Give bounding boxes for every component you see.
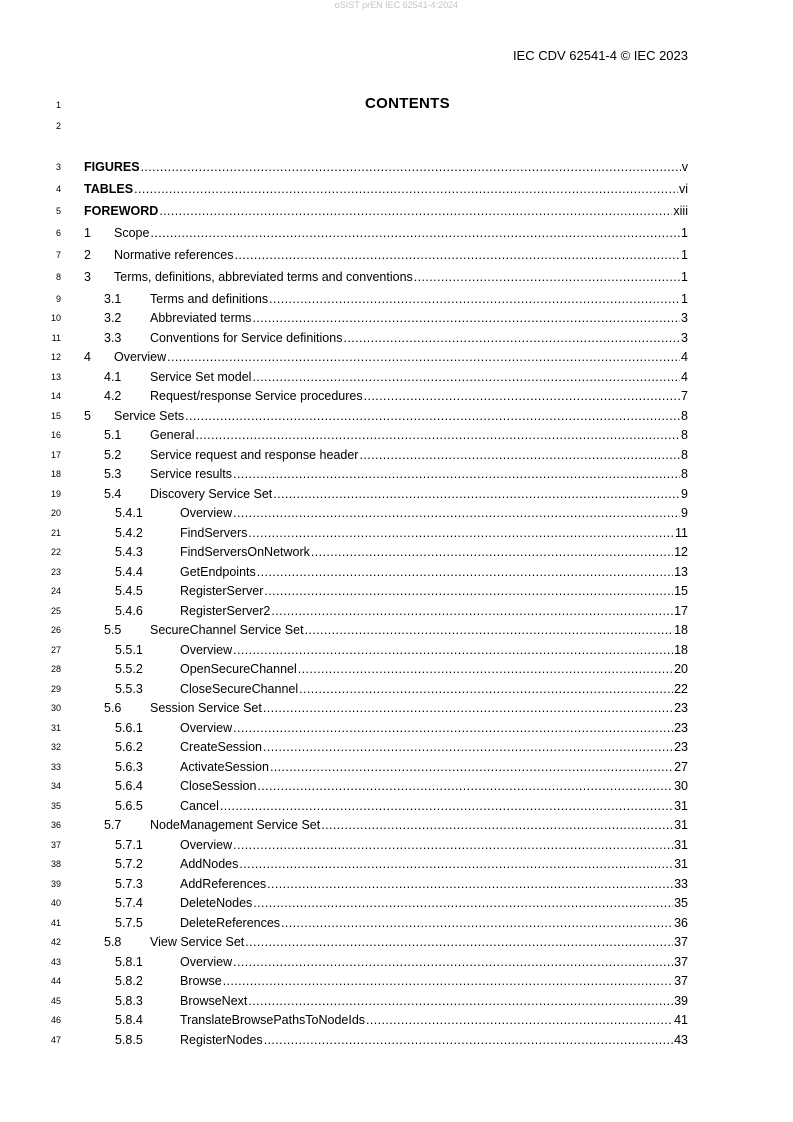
line-number: 9 — [55, 294, 61, 304]
toc-entry-page: 1 — [681, 248, 688, 262]
line-number: 46 — [50, 1015, 61, 1025]
toc-entry-label: AddReferences — [180, 877, 267, 891]
toc-entry-label: CreateSession — [180, 740, 262, 754]
toc-entry-page: 23 — [674, 721, 688, 735]
toc-entry[interactable] — [84, 159, 688, 175]
toc-entry[interactable] — [104, 622, 688, 638]
toc-dot-leader — [321, 817, 673, 833]
toc-entry-number: 5.6.3 — [115, 760, 143, 774]
toc-dot-leader — [223, 973, 673, 989]
toc-entry-number: 5.6.2 — [115, 740, 143, 754]
toc-entry-page: 20 — [674, 662, 688, 676]
toc-entry-page: 1 — [681, 292, 688, 306]
toc-entry-label: AddNodes — [180, 857, 239, 871]
line-number: 31 — [50, 723, 61, 733]
toc-entry-label: Cancel — [180, 799, 219, 813]
toc-entry[interactable] — [115, 954, 688, 970]
line-number: 45 — [50, 996, 61, 1006]
toc-entry-number: 5.8.2 — [115, 974, 143, 988]
toc-entry-page: 33 — [674, 877, 688, 891]
toc-entry-page: 27 — [674, 760, 688, 774]
line-number: 10 — [50, 313, 61, 323]
toc-entry[interactable] — [115, 837, 688, 853]
toc-entry-label: ActivateSession — [180, 760, 269, 774]
toc-entry[interactable] — [115, 505, 688, 521]
line-number: 14 — [50, 391, 61, 401]
toc-entry-number: 5.4.2 — [115, 526, 143, 540]
line-number: 35 — [50, 801, 61, 811]
line-number: 21 — [50, 528, 61, 538]
line-number: 29 — [50, 684, 61, 694]
toc-entry[interactable] — [115, 583, 688, 599]
toc-entry-page: 37 — [674, 974, 688, 988]
toc-entry-page: 23 — [674, 740, 688, 754]
toc-dot-leader — [233, 505, 680, 521]
toc-entry[interactable] — [84, 203, 688, 219]
toc-entry-label: Abbreviated terms — [150, 311, 252, 325]
toc-entry-number: 5.2 — [104, 448, 122, 462]
toc-dot-leader — [233, 837, 673, 853]
toc-entry-number: 5.6.1 — [115, 721, 143, 735]
line-number: 1 — [55, 100, 61, 110]
toc-dot-leader — [185, 408, 680, 424]
toc-entry[interactable] — [115, 759, 688, 775]
line-number: 12 — [50, 352, 61, 362]
toc-entry-label: DeleteReferences — [180, 916, 281, 930]
toc-entry-label: FOREWORD — [84, 204, 159, 218]
toc-dot-leader — [257, 564, 673, 580]
toc-dot-leader — [264, 583, 673, 599]
toc-entry-number: 5 — [84, 409, 91, 423]
toc-entry[interactable] — [115, 798, 688, 814]
line-number: 30 — [50, 703, 61, 713]
toc-entry[interactable] — [115, 739, 688, 755]
toc-entry[interactable] — [84, 349, 688, 365]
toc-entry[interactable] — [104, 310, 688, 326]
toc-entry-number: 5.4.1 — [115, 506, 143, 520]
toc-entry[interactable] — [115, 856, 688, 872]
toc-entry-page: 8 — [681, 467, 688, 481]
toc-entry[interactable] — [104, 427, 688, 443]
toc-entry[interactable] — [115, 993, 688, 1009]
toc-entry-label: RegisterNodes — [180, 1033, 263, 1047]
line-number: 41 — [50, 918, 61, 928]
toc-entry[interactable] — [115, 720, 688, 736]
toc-dot-leader — [150, 225, 680, 241]
toc-entry[interactable] — [104, 330, 688, 346]
toc-entry[interactable] — [104, 369, 688, 385]
line-number: 16 — [50, 430, 61, 440]
toc-entry[interactable] — [115, 603, 688, 619]
toc-entry-page: 31 — [674, 857, 688, 871]
toc-entry-label: Service request and response header — [150, 448, 359, 462]
toc-entry[interactable] — [84, 225, 688, 241]
line-number: 2 — [55, 121, 61, 131]
toc-entry-number: 3.2 — [104, 311, 122, 325]
toc-entry[interactable] — [115, 661, 688, 677]
toc-entry-page: xiii — [673, 204, 688, 218]
toc-entry-page: 8 — [681, 448, 688, 462]
toc-entry-label: Overview — [180, 506, 233, 520]
toc-entry-page: vi — [678, 182, 688, 196]
line-number: 42 — [50, 937, 61, 947]
toc-entry-label: SecureChannel Service Set — [150, 623, 304, 637]
toc-entry-label: Service Sets — [114, 409, 185, 423]
toc-dot-leader — [252, 310, 680, 326]
toc-entry-number: 5.8 — [104, 935, 122, 949]
toc-entry-number: 5.5.1 — [115, 643, 143, 657]
toc-entry-label: BrowseNext — [180, 994, 248, 1008]
toc-entry-page: 4 — [681, 350, 688, 364]
toc-entry-number: 5.4 — [104, 487, 122, 501]
toc-entry-label: CloseSession — [180, 779, 257, 793]
toc-entry-page: 43 — [674, 1033, 688, 1047]
toc-entry-page: 36 — [674, 916, 688, 930]
line-number: 20 — [50, 508, 61, 518]
toc-entry-page: 37 — [674, 955, 688, 969]
toc-entry-number: 4.2 — [104, 389, 122, 403]
line-number: 26 — [50, 625, 61, 635]
toc-entry-page: 39 — [674, 994, 688, 1008]
toc-entry-number: 3.3 — [104, 331, 122, 345]
toc-entry-number: 5.6.4 — [115, 779, 143, 793]
toc-entry-label: Overview — [180, 955, 233, 969]
toc-entry-label: RegisterServer — [180, 584, 264, 598]
toc-entry[interactable] — [115, 564, 688, 580]
toc-entry-page: 1 — [681, 270, 688, 284]
toc-entry[interactable] — [115, 525, 688, 541]
line-number: 4 — [55, 184, 61, 194]
line-number: 15 — [50, 411, 61, 421]
toc-dot-leader — [364, 388, 680, 404]
toc-entry-page: 37 — [674, 935, 688, 949]
toc-dot-leader — [248, 993, 673, 1009]
toc-entry-page: 1 — [681, 226, 688, 240]
toc-dot-leader — [343, 330, 680, 346]
toc-dot-leader — [235, 247, 681, 263]
toc-entry-number: 5.3 — [104, 467, 122, 481]
toc-entry-number: 5.7.5 — [115, 916, 143, 930]
line-number: 5 — [55, 206, 61, 216]
line-number: 39 — [50, 879, 61, 889]
toc-entry-label: View Service Set — [150, 935, 245, 949]
toc-entry-page: 17 — [674, 604, 688, 618]
toc-entry-number: 5.1 — [104, 428, 122, 442]
toc-entry-page: 11 — [675, 526, 688, 540]
toc-dot-leader — [252, 369, 680, 385]
toc-dot-leader — [134, 181, 678, 197]
toc-entry-number: 5.8.4 — [115, 1013, 143, 1027]
toc-entry-page: 35 — [674, 896, 688, 910]
toc-entry[interactable] — [115, 876, 688, 892]
line-number: 6 — [55, 228, 61, 238]
line-number: 43 — [50, 957, 61, 967]
toc-entry-label: NodeManagement Service Set — [150, 818, 321, 832]
toc-entry-number: 5.7.2 — [115, 857, 143, 871]
toc-entry[interactable] — [104, 291, 688, 307]
toc-entry-label: FIGURES — [84, 160, 140, 174]
toc-entry-label: OpenSecureChannel — [180, 662, 297, 676]
toc-entry-label: FindServersOnNetwork — [180, 545, 310, 559]
toc-entry-number: 1 — [84, 226, 91, 240]
toc-entry-label: Request/response Service procedures — [150, 389, 363, 403]
toc-entry-number: 5.7.1 — [115, 838, 143, 852]
line-number: 11 — [51, 333, 61, 343]
line-number: 38 — [50, 859, 61, 869]
toc-entry-number: 5.6.5 — [115, 799, 143, 813]
toc-dot-leader — [233, 720, 673, 736]
toc-dot-leader — [141, 159, 681, 175]
toc-dot-leader — [233, 954, 673, 970]
toc-entry-page: 13 — [674, 565, 688, 579]
line-number: 22 — [50, 547, 61, 557]
toc-entry-label: Overview — [180, 721, 233, 735]
toc-entry-page: 4 — [681, 370, 688, 384]
toc-entry-page: 31 — [674, 818, 688, 832]
toc-entry[interactable] — [104, 447, 688, 463]
toc-entry-page: 9 — [681, 506, 688, 520]
toc-entry-label: Scope — [114, 226, 150, 240]
toc-entry[interactable] — [104, 700, 688, 716]
toc-entry-label: TABLES — [84, 182, 134, 196]
toc-entry-label: Overview — [114, 350, 167, 364]
line-number: 17 — [50, 450, 61, 460]
toc-entry[interactable] — [104, 817, 688, 833]
toc-entry[interactable] — [115, 778, 688, 794]
line-number: 18 — [50, 469, 61, 479]
line-number: 13 — [50, 372, 61, 382]
toc-entry-number: 5.8.1 — [115, 955, 143, 969]
toc-entry-label: Browse — [180, 974, 222, 988]
toc-dot-leader — [359, 447, 680, 463]
toc-entry-page: 7 — [681, 389, 688, 403]
line-number: 34 — [50, 781, 61, 791]
toc-entry-page: 18 — [674, 623, 688, 637]
toc-entry-number: 5.8.5 — [115, 1033, 143, 1047]
toc-dot-leader — [195, 427, 680, 443]
toc-entry[interactable] — [115, 1012, 688, 1028]
toc-entry[interactable] — [115, 973, 688, 989]
toc-entry-label: Service Set model — [150, 370, 252, 384]
toc-entry-page: 3 — [681, 331, 688, 345]
toc-dot-leader — [253, 895, 673, 911]
line-number: 3 — [55, 162, 61, 172]
toc-entry-page: 30 — [674, 779, 688, 793]
toc-entry[interactable] — [84, 408, 688, 424]
toc-dot-leader — [269, 291, 680, 307]
toc-entry-number: 5.7 — [104, 818, 122, 832]
line-number: 7 — [55, 250, 61, 260]
toc-entry-label: TranslateBrowsePathsToNodeIds — [180, 1013, 366, 1027]
watermark: oSIST prEN IEC 62541-4:2024 — [334, 0, 459, 10]
toc-dot-leader — [366, 1012, 673, 1028]
line-number: 24 — [50, 586, 61, 596]
toc-entry-label: Discovery Service Set — [150, 487, 273, 501]
toc-entry-number: 3.1 — [104, 292, 122, 306]
toc-entry-number: 4 — [84, 350, 91, 364]
toc-entry-label: Terms and definitions — [150, 292, 269, 306]
toc-entry[interactable] — [84, 247, 688, 263]
line-number: 28 — [50, 664, 61, 674]
toc-dot-leader — [220, 798, 673, 814]
toc-entry-page: 23 — [674, 701, 688, 715]
toc-entry[interactable] — [115, 544, 688, 560]
toc-dot-leader — [263, 700, 673, 716]
toc-dot-leader — [281, 915, 673, 931]
toc-entry-number: 5.4.4 — [115, 565, 143, 579]
toc-entry-number: 5.4.3 — [115, 545, 143, 559]
toc-entry-number: 2 — [84, 248, 91, 262]
line-number: 8 — [55, 272, 61, 282]
toc-entry[interactable] — [115, 1032, 688, 1048]
toc-entry-number: 5.4.5 — [115, 584, 143, 598]
toc-dot-leader — [311, 544, 673, 560]
line-number: 32 — [50, 742, 61, 752]
toc-entry-page: 22 — [674, 682, 688, 696]
line-number: 27 — [50, 645, 61, 655]
line-number: 44 — [50, 976, 61, 986]
toc-dot-leader — [245, 934, 673, 950]
toc-entry-number: 5.8.3 — [115, 994, 143, 1008]
toc-entry-label: Conventions for Service definitions — [150, 331, 343, 345]
toc-entry-number: 5.4.6 — [115, 604, 143, 618]
toc-entry-page: v — [681, 160, 688, 174]
toc-entry[interactable] — [115, 915, 688, 931]
toc-entry[interactable] — [104, 466, 688, 482]
toc-entry-page: 12 — [674, 545, 688, 559]
toc-dot-leader — [233, 466, 680, 482]
toc-dot-leader — [298, 661, 673, 677]
toc-dot-leader — [257, 778, 673, 794]
toc-entry-number: 3 — [84, 270, 91, 284]
page-title: CONTENTS — [365, 95, 450, 112]
line-number: 37 — [50, 840, 61, 850]
toc-dot-leader — [264, 1032, 673, 1048]
toc-entry-page: 3 — [681, 311, 688, 325]
toc-dot-leader — [239, 856, 673, 872]
toc-entry[interactable] — [115, 642, 688, 658]
toc-dot-leader — [263, 739, 673, 755]
line-number: 47 — [50, 1035, 61, 1045]
toc-dot-leader — [233, 642, 673, 658]
line-number: 40 — [50, 898, 61, 908]
toc-dot-leader — [159, 203, 672, 219]
line-number: 19 — [50, 489, 61, 499]
toc-entry-label: Overview — [180, 838, 233, 852]
toc-entry[interactable] — [84, 181, 688, 197]
toc-entry-number: 5.5 — [104, 623, 122, 637]
toc-dot-leader — [414, 269, 680, 285]
toc-entry[interactable] — [115, 681, 688, 697]
toc-entry-label: RegisterServer2 — [180, 604, 271, 618]
toc-entry-page: 8 — [681, 428, 688, 442]
toc-entry-label: Overview — [180, 643, 233, 657]
toc-entry-page: 18 — [674, 643, 688, 657]
toc-entry[interactable] — [104, 934, 688, 950]
toc-entry-number: 5.5.2 — [115, 662, 143, 676]
toc-dot-leader — [248, 525, 674, 541]
toc-entry-page: 9 — [681, 487, 688, 501]
line-number: 36 — [50, 820, 61, 830]
toc-dot-leader — [271, 603, 673, 619]
toc-entry-page: 31 — [674, 799, 688, 813]
toc-entry-number: 5.5.3 — [115, 682, 143, 696]
toc-entry-page: 8 — [681, 409, 688, 423]
toc-entry-label: DeleteNodes — [180, 896, 253, 910]
toc-entry-label: FindServers — [180, 526, 248, 540]
toc-dot-leader — [270, 759, 673, 775]
toc-entry-label: Session Service Set — [150, 701, 262, 715]
toc-entry-number: 5.7.4 — [115, 896, 143, 910]
toc-entry[interactable] — [84, 269, 688, 285]
toc-entry-label: General — [150, 428, 195, 442]
toc-entry-label: Service results — [150, 467, 232, 481]
toc-entry[interactable] — [115, 895, 688, 911]
line-number: 25 — [50, 606, 61, 616]
toc-entry-number: 5.7.3 — [115, 877, 143, 891]
line-number: 33 — [50, 762, 61, 772]
toc-entry-number: 5.6 — [104, 701, 122, 715]
toc-dot-leader — [299, 681, 673, 697]
toc-dot-leader — [167, 349, 680, 365]
toc-dot-leader — [267, 876, 673, 892]
toc-entry-page: 15 — [674, 584, 688, 598]
toc-entry-label: CloseSecureChannel — [180, 682, 299, 696]
toc-entry-label: Terms, definitions, abbreviated terms and conventions — [114, 270, 413, 284]
toc-entry[interactable] — [104, 388, 688, 404]
toc-dot-leader — [305, 622, 674, 638]
toc-entry-label: GetEndpoints — [180, 565, 256, 579]
toc-entry-page: 41 — [674, 1013, 688, 1027]
line-number: 23 — [50, 567, 61, 577]
toc-entry-page: 31 — [674, 838, 688, 852]
toc-entry-label: Normative references — [114, 248, 234, 262]
toc-entry-number: 4.1 — [104, 370, 122, 384]
toc-entry[interactable] — [104, 486, 688, 502]
toc-dot-leader — [273, 486, 680, 502]
document-header: IEC CDV 62541-4 © IEC 2023 — [512, 48, 688, 63]
